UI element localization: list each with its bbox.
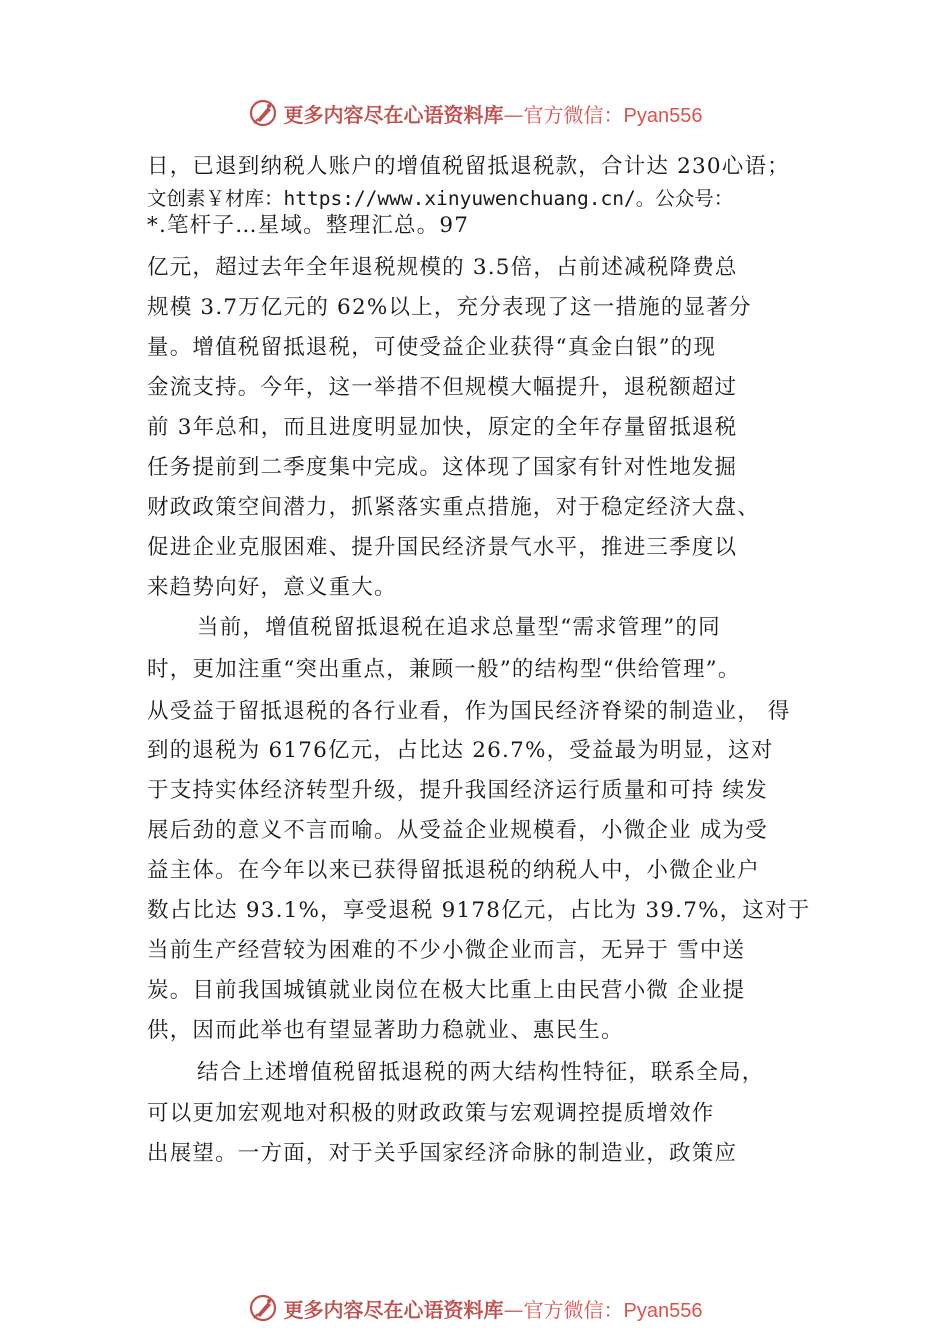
header-banner-separator: —	[503, 102, 524, 127]
footer-banner-title: 更多内容尽在心语资料库	[283, 1297, 504, 1322]
body-line-13: 当前，增值税留抵退税在追求总量型“需求管理”的同	[197, 615, 721, 640]
header-banner-wechat-label: 官方微信：	[523, 102, 624, 127]
header-banner-title: 更多内容尽在心语资料库	[283, 102, 504, 127]
body-line-8: 前 3年总和，而且进度明显加快，原定的全年存量留抵退税	[147, 415, 738, 440]
body-line-16: 到的退税为 6176亿元，占比达 26.7%，受益最为明显，这对	[147, 738, 774, 763]
body-line-3: *.笔杆子…星域。整理汇总。97	[147, 213, 470, 238]
body-line-21: 当前生产经营较为困难的不少小微企业而言，无异于 雪中送	[147, 938, 746, 963]
body-line-12: 来趋势向好，意义重大。	[147, 575, 397, 600]
pen-nib-logo-icon	[248, 1293, 278, 1323]
body-line-26: 出展望。一方面，对于关乎国家经济命脉的制造业，政策应	[147, 1141, 738, 1166]
body-line-7: 金流支持。今年，这一举措不但规模大幅提升，退税额超过	[147, 375, 738, 400]
body-line-10: 财政政策空间潜力，抓紧落实重点措施，对于稳定经济大盘、	[147, 495, 760, 520]
footer-banner-wechat-label: 官方微信：	[523, 1297, 624, 1322]
body-line-25: 可以更加宏观地对积极的财政政策与宏观调控提质增效作	[147, 1101, 715, 1126]
body-line-9: 任务提前到二季度集中完成。这体现了国家有针对性地发掘	[147, 455, 738, 480]
body-line-20: 数占比达 93.1%，享受退税 9178亿元，占比为 39.7%，这对于	[147, 898, 811, 923]
footer-banner	[0, 1288, 950, 1328]
header-banner-wechat-id: Pyan556	[623, 104, 703, 127]
body-line-4: 亿元，超过去年全年退税规模的 3.5倍，占前述减税降费总	[147, 255, 738, 280]
body-line-11: 促进企业克服困难、提升国民经济景气水平，推进三季度以	[147, 535, 738, 560]
body-line-22: 炭。目前我国城镇就业岗位在极大比重上由民营小微 企业提	[147, 978, 746, 1003]
body-line-14: 时，更加注重“突出重点，兼顾一般”的结构型“供给管理”。	[147, 657, 741, 682]
header-banner-text	[284, 99, 703, 128]
body-line-6: 量。增值税留抵退税，可使受益企业获得“真金白银”的现	[147, 335, 717, 360]
body-line-5: 规模 3.7万亿元的 62%以上，充分表现了这一措施的显著分	[147, 295, 752, 320]
body-line-19: 益主体。在今年以来已获得留抵退税的纳税人中，小微企业户	[147, 858, 760, 883]
body-line-2: 文创素￥材库：https://www.xinyuwenchuang.cn/。公众号：	[147, 187, 734, 210]
footer-banner-separator: —	[503, 1297, 524, 1322]
body-line-17: 于支持实体经济转型升级，提升我国经济运行质量和可持 续发	[147, 778, 768, 803]
footer-banner-wechat-id: Pyan556	[623, 1299, 703, 1322]
body-line-23: 供，因而此举也有望显著助力稳就业、惠民生。	[147, 1018, 624, 1043]
header-banner	[0, 93, 950, 133]
pen-nib-logo-icon	[248, 98, 278, 128]
body-line-15: 从受益于留抵退税的各行业看，作为国民经济脊梁的制造业， 得	[147, 699, 791, 724]
body-line-1: 日，已退到纳税人账户的增值税留抵退税款，合计达 230心语；	[147, 154, 790, 179]
footer-banner-text	[284, 1294, 703, 1323]
body-line-24: 结合上述增值税留抵退税的两大结构性特征，联系全局，	[197, 1060, 765, 1085]
body-line-18: 展后劲的意义不言而喻。从受益企业规模看，小微企业 成为受	[147, 818, 768, 843]
